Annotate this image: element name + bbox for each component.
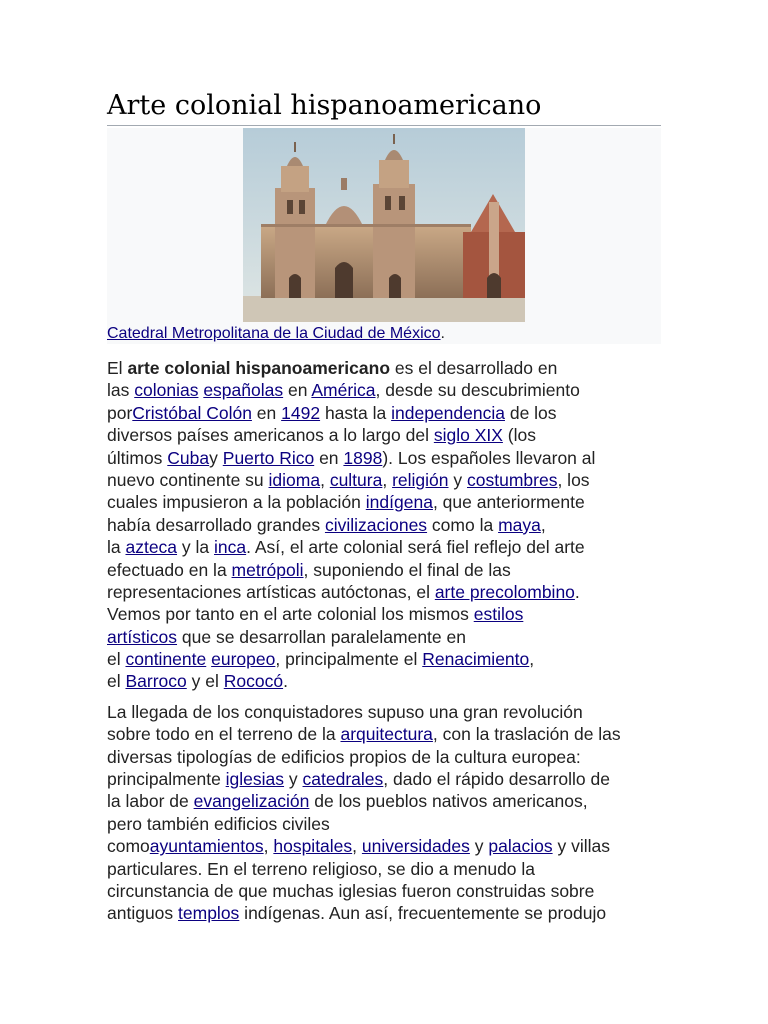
text-line: las colonias españolas en América, desde su descubrimiento	[107, 380, 580, 401]
link-rococo[interactable]: Rococó	[223, 671, 284, 692]
link-colonias[interactable]: colonias	[134, 380, 199, 401]
link-1492[interactable]: 1492	[281, 402, 321, 423]
text-line: particulares. En el terreno religioso, se dio a menudo la	[107, 858, 536, 879]
cathedral-photo[interactable]	[243, 128, 525, 322]
link-continente[interactable]: continente	[125, 649, 207, 670]
link-idioma[interactable]: idioma	[268, 469, 321, 490]
link-catedrales[interactable]: catedrales	[302, 769, 384, 790]
text-line: circunstancia de que muchas iglesias fueron construidas sobre	[107, 880, 595, 901]
link-independencia[interactable]: independencia	[391, 402, 505, 423]
page-title: Arte colonial hispanoamericano	[107, 90, 542, 121]
link-inca[interactable]: inca	[214, 537, 247, 558]
link-religion[interactable]: religión	[392, 469, 449, 490]
text-line: El arte colonial hispanoamericano es el desarrollado en	[107, 358, 558, 378]
text-line: pero también edificios civiles	[107, 813, 330, 834]
link-iglesias[interactable]: iglesias	[225, 769, 285, 790]
text-line: La llegada de los conquistadores supuso una gran revolución	[107, 701, 583, 722]
link-universidades[interactable]: universidades	[361, 836, 470, 857]
paragraph-1	[107, 357, 667, 693]
link-cultura[interactable]: cultura	[329, 469, 383, 490]
figure-caption: Catedral Metropolitana de la Ciudad de México.	[107, 325, 445, 342]
link-arquitectura[interactable]: arquitectura	[340, 724, 433, 745]
link-hospitales[interactable]: hospitales	[273, 836, 353, 857]
link-1898[interactable]: 1898	[343, 447, 383, 468]
paragraph-gap	[107, 693, 667, 701]
title-divider	[107, 125, 661, 126]
link-arte-precolombino[interactable]: arte precolombino	[434, 581, 575, 602]
text-line: comoayuntamientos, hospitales, universidades y palacios y villas	[107, 836, 610, 857]
article-body	[107, 357, 667, 925]
text-line: últimos Cubay Puerto Rico en 1898). Los españoles llevaron al	[107, 447, 596, 468]
paragraph-2	[107, 701, 667, 925]
link-evangelizacion[interactable]: evangelización	[193, 791, 310, 812]
text-line: el Barroco y el Rococó.	[107, 671, 288, 692]
link-costumbres[interactable]: costumbres	[467, 469, 558, 490]
link-puerto-rico[interactable]: Puerto Rico	[222, 447, 315, 468]
link-siglo-xix[interactable]: siglo XIX	[433, 425, 503, 446]
text-line: diversos países americanos a lo largo del siglo XIX (los	[107, 425, 536, 446]
text-line: cuales impusieron a la población indígena, que anteriormente	[107, 492, 585, 513]
link-palacios[interactable]: palacios	[488, 836, 553, 857]
figure	[107, 128, 661, 344]
text-line: había desarrollado grandes civilizaciones como la maya,	[107, 514, 546, 535]
link-indigena[interactable]: indígena	[365, 492, 433, 513]
link-renacimiento[interactable]: Renacimiento	[422, 649, 530, 670]
text-line: sobre todo en el terreno de la arquitectura, con la traslación de las	[107, 724, 621, 745]
link-civilizaciones[interactable]: civilizaciones	[324, 514, 428, 535]
text-line: el continente europeo, principalmente el Renacimiento,	[107, 649, 535, 670]
link-espanolas[interactable]: españolas	[203, 380, 284, 401]
text-line: diversas tipologías de edificios propios de la cultura europea:	[107, 746, 581, 767]
text-line: artísticos que se desarrollan paralelamente en	[107, 626, 466, 647]
text-line: efectuado en la metrópoli, suponiendo el final de las	[107, 559, 511, 580]
link-maya[interactable]: maya	[498, 514, 541, 535]
caption-link[interactable]: Catedral Metropolitana de la Ciudad de México	[107, 325, 441, 342]
link-barroco[interactable]: Barroco	[125, 671, 187, 692]
link-estilos-artisticos-cont[interactable]: artísticos	[107, 626, 178, 647]
link-cuba[interactable]: Cuba	[167, 447, 210, 468]
text-line: antiguos templos indígenas. Aun así, frecuentemente se produjo	[107, 903, 607, 924]
link-europeo[interactable]: europeo	[211, 649, 276, 670]
link-templos[interactable]: templos	[178, 903, 240, 924]
link-metropoli[interactable]: metrópoli	[231, 559, 304, 580]
text-line: la azteca y la inca. Así, el arte colonial será fiel reflejo del arte	[107, 537, 585, 558]
link-ayuntamientos[interactable]: ayuntamientos	[149, 836, 264, 857]
link-america[interactable]: América	[311, 380, 376, 401]
link-azteca[interactable]: azteca	[125, 537, 178, 558]
text-line: Vemos por tanto en el arte colonial los mismos estilos	[107, 604, 524, 625]
link-estilos-artisticos[interactable]: estilos	[473, 604, 524, 625]
text-line: representaciones artísticas autóctonas, el arte precolombino.	[107, 581, 580, 602]
link-cristobal-colon[interactable]: Cristóbal Colón	[132, 402, 252, 423]
text-line: porCristóbal Colón en 1492 hasta la independencia de los	[107, 402, 557, 423]
bold-term: arte colonial hispanoamericano	[127, 358, 391, 378]
text-line: principalmente iglesias y catedrales, dado el rápido desarrollo de	[107, 769, 610, 790]
text-line: la labor de evangelización de los pueblos nativos americanos,	[107, 791, 588, 812]
text-line: nuevo continente su idioma, cultura, religión y costumbres, los	[107, 469, 590, 490]
